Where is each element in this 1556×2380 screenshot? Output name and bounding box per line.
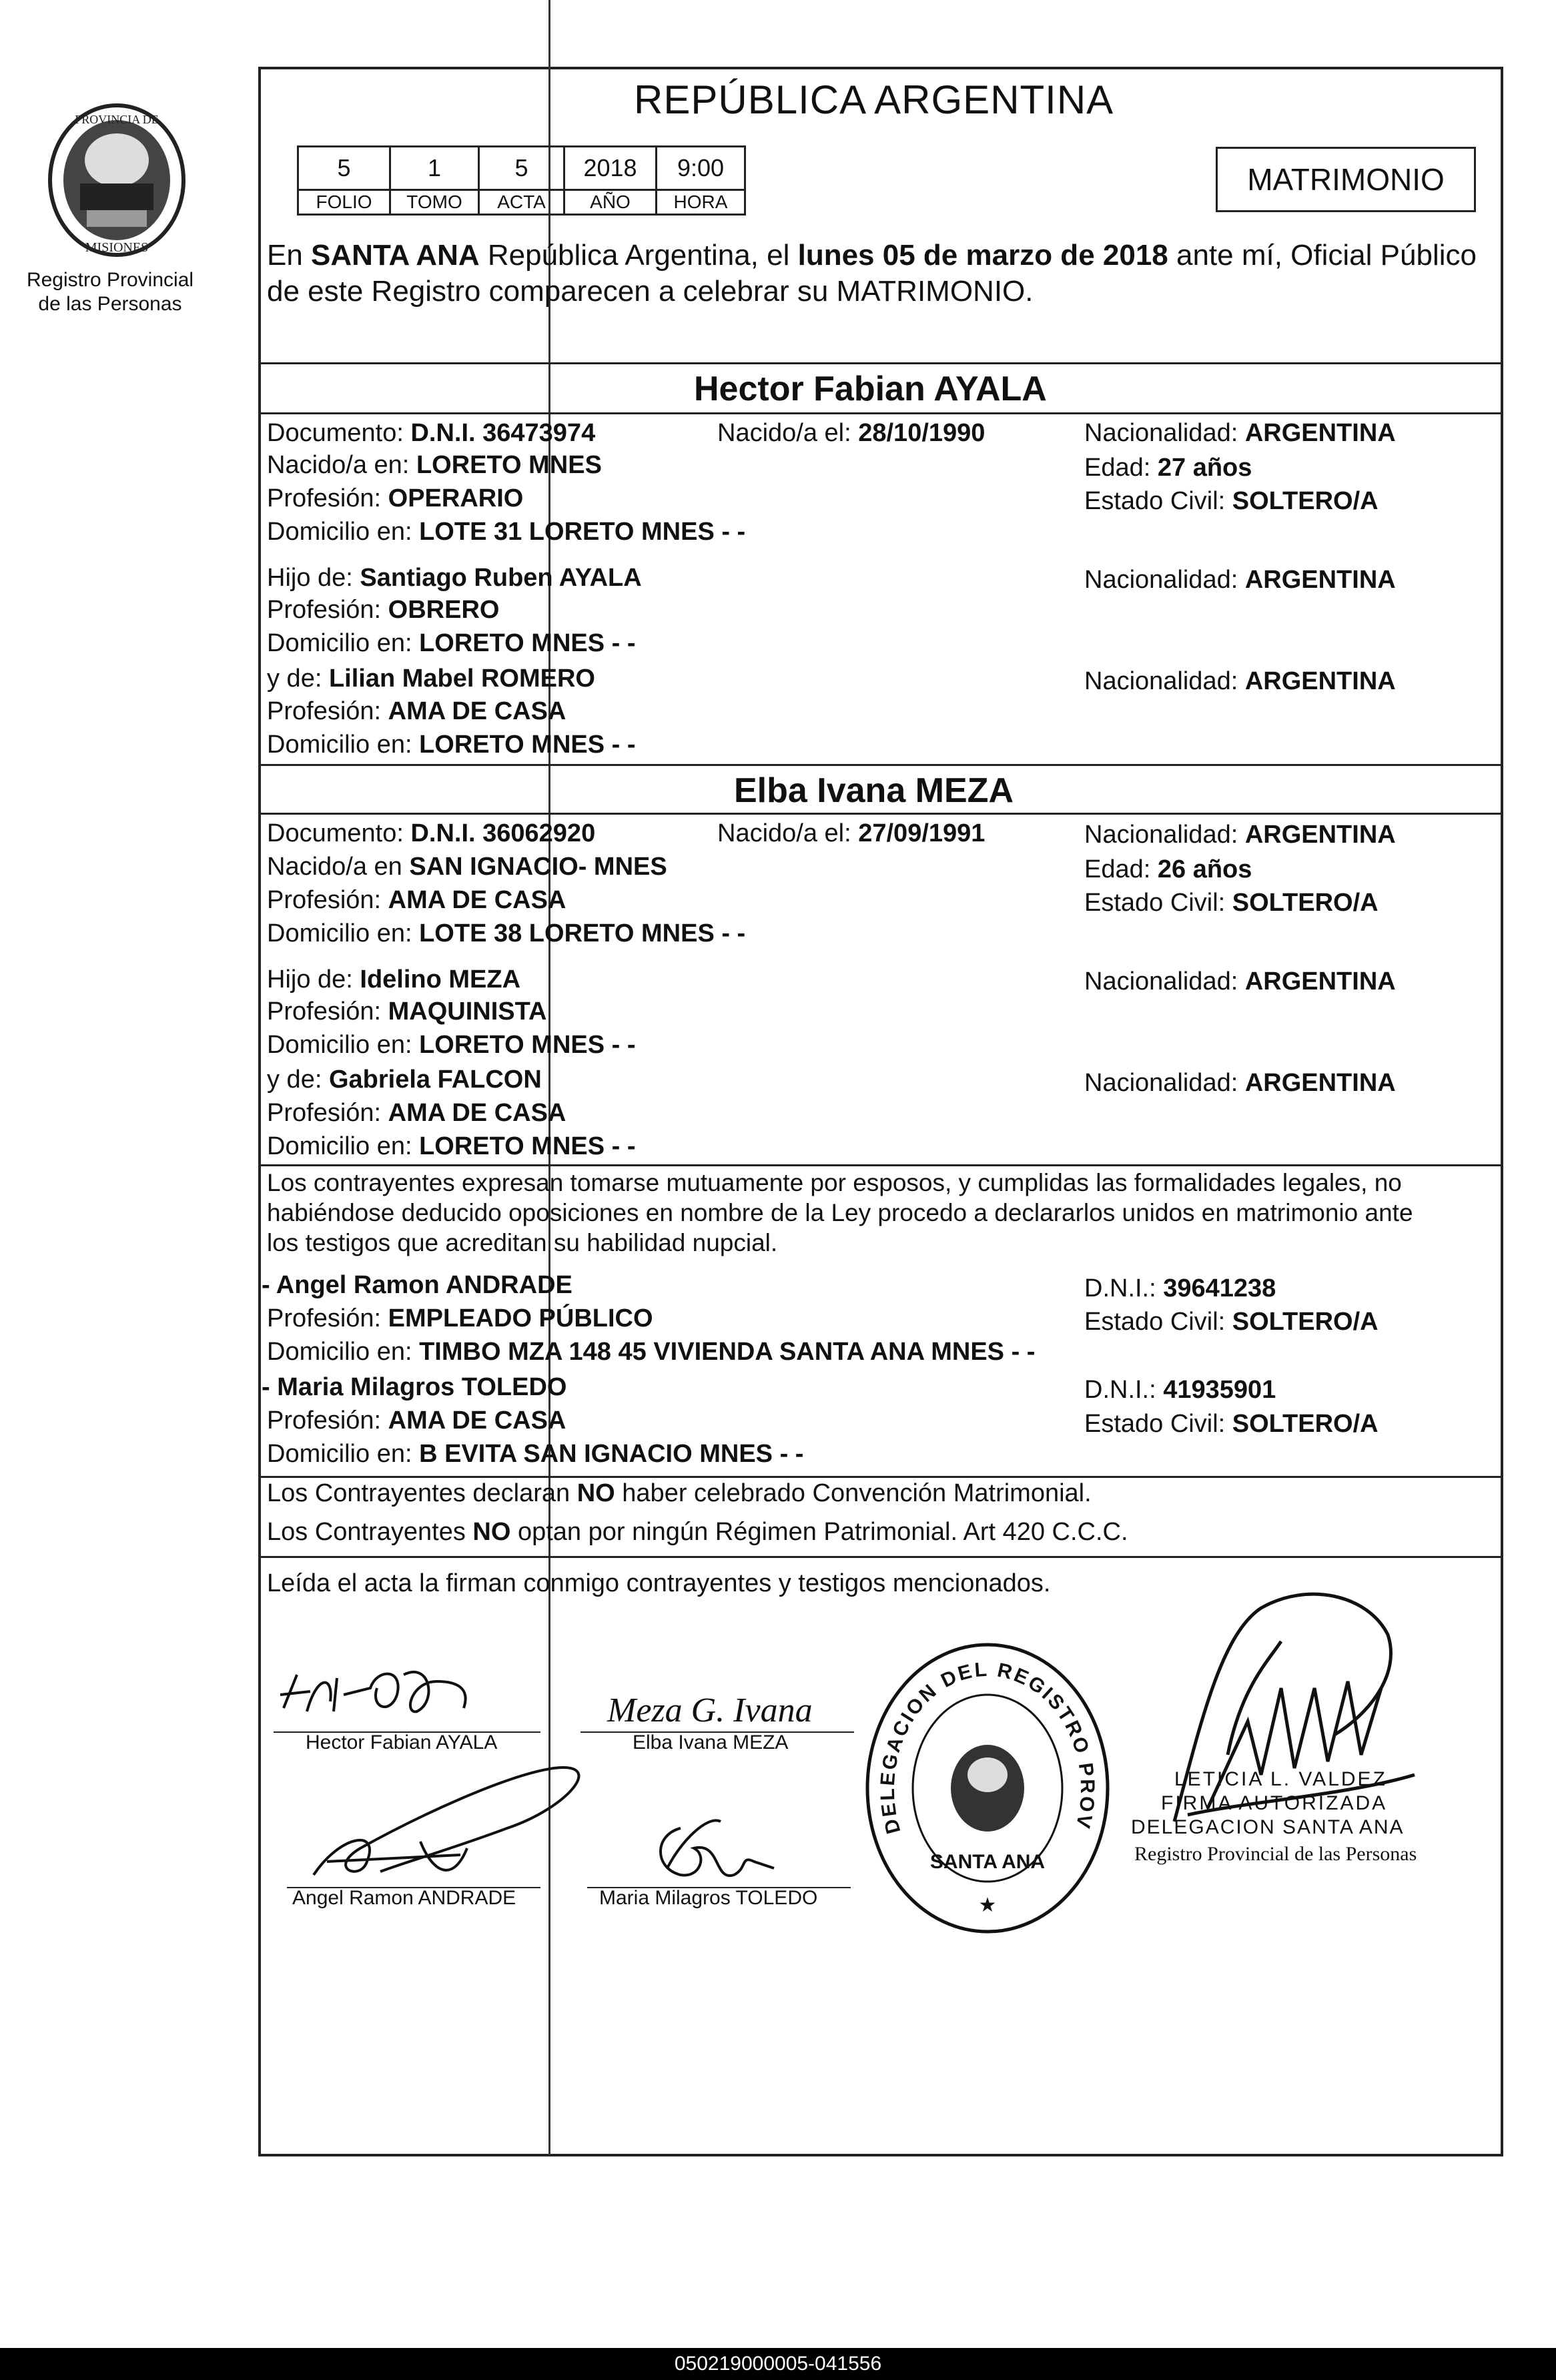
- official-seal: [854, 1631, 1121, 1938]
- anio-value: 2018: [564, 147, 657, 190]
- witness-1-civil: Estado Civil: SOLTERO/A: [1084, 1308, 1379, 1336]
- bride-father-address: Domicilio en: LORETO MNES - -: [267, 1031, 636, 1059]
- declaration-line-3: los testigos que acreditan su habilidad nupcial.: [267, 1229, 778, 1256]
- act-type-box: MATRIMONIO: [1216, 147, 1476, 212]
- province-emblem: [40, 97, 193, 264]
- bride-mother-profession: Profesión: AMA DE CASA: [267, 1099, 566, 1127]
- svg-text:★: ★: [978, 1894, 997, 1916]
- groom-name: Hector Fabian AYALA: [694, 370, 1047, 408]
- bride-name: Elba Ivana MEZA: [734, 771, 1014, 810]
- witness-1-dni: D.N.I.: 39641238: [1084, 1274, 1276, 1302]
- svg-text:MISIONES: MISIONES: [85, 240, 149, 255]
- intro-paragraph: En SANTA ANA República Argentina, el lunes 05 de marzo de 2018 ante mí, Oficial Público de este Registro comparecen a celebrar su MATRIMONIO.: [267, 239, 1477, 308]
- tomo-value: 1: [390, 147, 479, 190]
- svg-text:PROVINCIA DE: PROVINCIA DE: [75, 113, 159, 126]
- closing-text: Leída el acta la firman conmigo contrayentes y testigos mencionados.: [267, 1569, 1051, 1597]
- divider: [261, 1476, 1501, 1478]
- stamp-authorized: FIRMA AUTORIZADA: [1161, 1792, 1388, 1814]
- signature-groom: [270, 1648, 510, 1728]
- witness-1-name: - Angel Ramon ANDRADE: [262, 1271, 572, 1299]
- witness-2-name: - Maria Milagros TOLEDO: [262, 1373, 567, 1401]
- hora-label: HORA: [657, 190, 745, 215]
- signature-caption-groom: Hector Fabian AYALA: [306, 1731, 498, 1753]
- bride-father-nationality: Nacionalidad: ARGENTINA: [1084, 967, 1396, 996]
- acta-value: 5: [479, 147, 564, 190]
- declaration-line-2: habiéndose deducido oposiciones en nombre de la Ley procedo a declararlos unidos en matrimonio ante: [267, 1199, 1413, 1226]
- bride-age: Edad: 26 años: [1084, 855, 1252, 883]
- divider: [261, 412, 1501, 414]
- signature-caption-witness-1: Angel Ramon ANDRADE: [292, 1887, 516, 1909]
- stamp-officer-name: LETICIA L. VALDEZ: [1174, 1768, 1387, 1790]
- witness-2-dni: D.N.I.: 41935901: [1084, 1376, 1276, 1404]
- page-title: REPÚBLICA ARGENTINA: [634, 77, 1114, 122]
- groom-father-address: Domicilio en: LORETO MNES - -: [267, 629, 636, 657]
- witness-2-address: Domicilio en: B EVITA SAN IGNACIO MNES - -: [267, 1440, 804, 1468]
- divider: [261, 1164, 1501, 1166]
- registry-label-1: Registro Provincial: [26, 269, 194, 291]
- convention-line-1: Los Contrayentes declaran NO haber celebrado Convención Matrimonial.: [267, 1479, 1092, 1507]
- hora-value: 9:00: [657, 147, 745, 190]
- witness-1-address: Domicilio en: TIMBO MZA 148 45 VIVIENDA SANTA ANA MNES - -: [267, 1338, 1036, 1366]
- signature-caption-bride: Elba Ivana MEZA: [633, 1731, 789, 1753]
- record-fields-grid: [297, 145, 746, 216]
- bride-mother-nationality: Nacionalidad: ARGENTINA: [1084, 1069, 1396, 1097]
- bride-father-profession: Profesión: MAQUINISTA: [267, 998, 547, 1026]
- divider: [261, 813, 1501, 815]
- witness-2-civil: Estado Civil: SOLTERO/A: [1084, 1410, 1379, 1438]
- svg-text:DELEGACION DEL REGISTRO PROVIN: DELEGACION DEL REGISTRO PROV: [876, 1658, 1099, 1836]
- divider: [261, 362, 1501, 364]
- stamp-registry: Registro Provincial de las Personas: [1134, 1843, 1417, 1865]
- folio-label: FOLIO: [298, 190, 390, 215]
- bride-doc: Documento: D.N.I. 36062920: [267, 819, 596, 847]
- groom-mother-address: Domicilio en: LORETO MNES - -: [267, 731, 636, 759]
- svg-text:Meza G. Ivana: Meza G. Ivana: [607, 1691, 813, 1729]
- groom-doc: Documento: D.N.I. 36473974: [267, 419, 596, 447]
- tomo-label: TOMO: [390, 190, 479, 215]
- groom-father-nationality: Nacionalidad: ARGENTINA: [1084, 566, 1396, 594]
- acta-label: ACTA: [479, 190, 564, 215]
- signature-caption-witness-2: Maria Milagros TOLEDO: [599, 1887, 818, 1909]
- stamp-delegation: DELEGACION SANTA ANA: [1131, 1816, 1405, 1838]
- footer-code: 050219000005-041556: [0, 2348, 1556, 2380]
- groom-birth-place: Nacido/a en: LORETO MNES: [267, 451, 602, 479]
- groom-nationality: Nacionalidad: ARGENTINA: [1084, 419, 1396, 447]
- anio-label: AÑO: [564, 190, 657, 215]
- convention-line-2: Los Contrayentes NO optan por ningún Régimen Patrimonial. Art 420 C.C.C.: [267, 1518, 1128, 1546]
- bride-mother-address: Domicilio en: LORETO MNES - -: [267, 1132, 636, 1160]
- declaration-line-1: Los contrayentes expresan tomarse mutuamente por esposos, y cumplidas las formalidades legales, no: [267, 1169, 1402, 1196]
- registry-label-2: de las Personas: [38, 293, 182, 315]
- signature-witness-2: [641, 1802, 801, 1888]
- bride-birth-date: Nacido/a el: 27/09/1991: [717, 819, 986, 847]
- witness-2-profession: Profesión: AMA DE CASA: [267, 1407, 566, 1435]
- groom-age: Edad: 27 años: [1084, 454, 1252, 482]
- groom-mother: y de: Lilian Mabel ROMERO: [267, 665, 595, 693]
- bride-birth-place: Nacido/a en SAN IGNACIO- MNES: [267, 853, 667, 881]
- groom-civil-status: Estado Civil: SOLTERO/A: [1084, 487, 1379, 515]
- bride-address: Domicilio en: LOTE 38 LORETO MNES - -: [267, 919, 746, 947]
- groom-profession: Profesión: OPERARIO: [267, 484, 524, 512]
- signature-witness-1: [287, 1755, 661, 1888]
- groom-address: Domicilio en: LOTE 31 LORETO MNES - -: [267, 518, 746, 546]
- folio-value: 5: [298, 147, 390, 190]
- bride-mother: y de: Gabriela FALCON: [267, 1066, 542, 1094]
- groom-birth-date: Nacido/a el: 28/10/1990: [717, 419, 986, 447]
- bride-father: Hijo de: Idelino MEZA: [267, 965, 521, 994]
- groom-father-profession: Profesión: OBRERO: [267, 596, 500, 624]
- groom-mother-nationality: Nacionalidad: ARGENTINA: [1084, 667, 1396, 695]
- divider: [261, 764, 1501, 766]
- groom-mother-profession: Profesión: AMA DE CASA: [267, 697, 566, 725]
- bride-civil-status: Estado Civil: SOLTERO/A: [1084, 889, 1379, 917]
- signature-bride: [601, 1688, 854, 1735]
- witness-1-profession: Profesión: EMPLEADO PÚBLICO: [267, 1304, 653, 1332]
- bride-nationality: Nacionalidad: ARGENTINA: [1084, 821, 1396, 849]
- groom-father: Hijo de: Santiago Ruben AYALA: [267, 564, 642, 592]
- bride-profession: Profesión: AMA DE CASA: [267, 886, 566, 914]
- svg-text:SANTA ANA: SANTA ANA: [929, 1851, 1046, 1873]
